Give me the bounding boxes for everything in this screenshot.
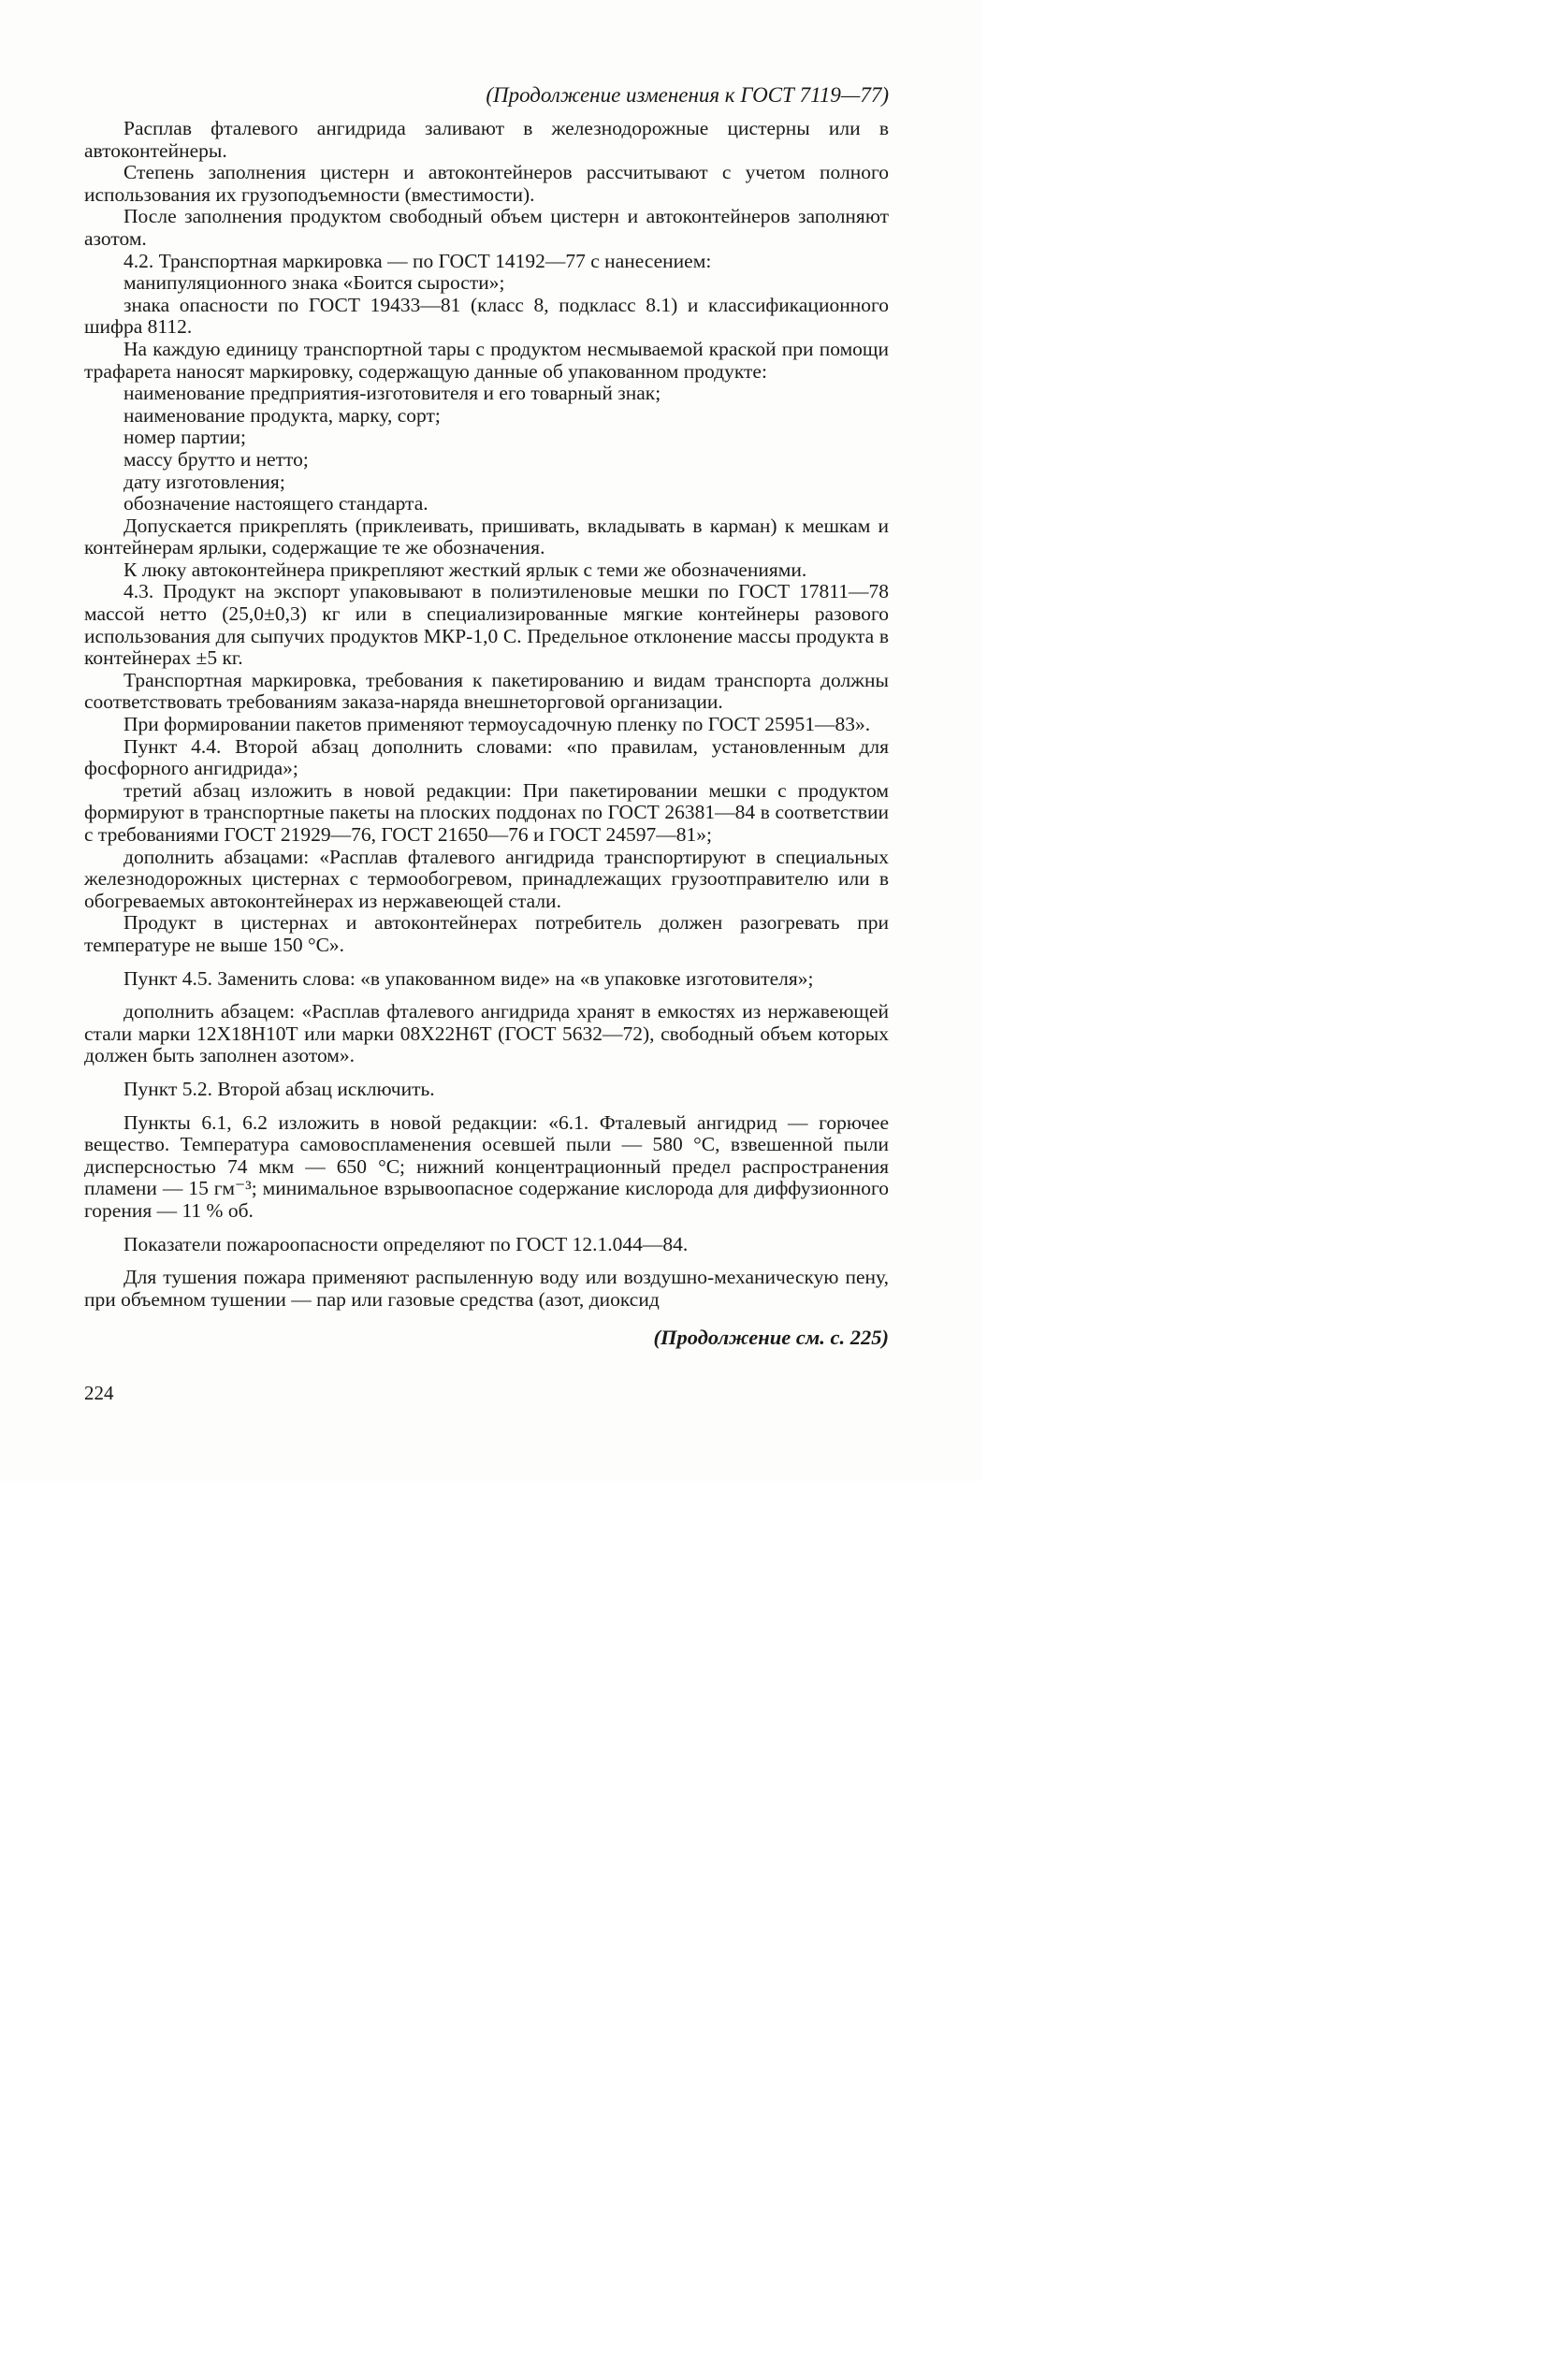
page-header-continuation: (Продолжение изменения к ГОСТ 7119—77) bbox=[486, 83, 889, 107]
list-line: массу брутто и нетто; bbox=[123, 447, 309, 471]
list-line: манипуляционного знака «Боится сырости»; bbox=[123, 271, 505, 295]
paragraph: знака опасности по ГОСТ 19433—81 (класс 8, подкласс 8.1) и классификационного шифра 8112. bbox=[84, 293, 889, 339]
paragraph: 4.3. Продукт на экспорт упаковывают в полиэтиленовые мешки по ГОСТ 17811—78 массой нетто (25,0±0,3) кг или в специализированные мягкие контейнеры разового использования для сыпучих продуктов МКР-1,0 С. Предельное отклонение массы продукта в контейнерах ±5 кг. bbox=[84, 580, 889, 670]
paragraph: Показатели пожароопасности определяют по ГОСТ 12.1.044—84. bbox=[123, 1232, 689, 1255]
list-line: дату изготовления; bbox=[123, 470, 285, 493]
paragraph: Пункт 5.2. Второй абзац исключить. bbox=[123, 1077, 435, 1100]
list-line: обозначение настоящего стандарта. bbox=[123, 492, 428, 515]
footer-continuation-note: (Продолжение см. с. 225) bbox=[653, 1326, 889, 1349]
paragraph: После заполнения продуктом свободный объем цистерн и автоконтейнеров заполняют азотом. bbox=[84, 205, 889, 250]
paragraph: Для тушения пожара применяют распыленную воду или воздушно-механическую пену, при объемном тушении — пар или газовые средства (азот, диоксид bbox=[84, 1266, 889, 1311]
paragraph: Транспортная маркировка, требования к пакетированию и видам транспорта должны соответствовать требованиям заказа-наряда внешнеторговой организации. bbox=[84, 668, 889, 714]
paragraph: К люку автоконтейнера прикрепляют жесткий ярлык с теми же обозначениями. bbox=[123, 558, 807, 581]
paragraph: Пункт 4.5. Заменить слова: «в упакованном виде» на «в упаковке изготовителя»; bbox=[123, 966, 814, 990]
paragraph: дополнить абзацем: «Расплав фталевого ангидрида хранят в емкостях из нержавеющей стали марки 12Х18Н10Т или марки 08Х22Н6Т (ГОСТ 5632—72), свободный объем которых должен быть заполнен азотом». bbox=[84, 1000, 889, 1067]
paragraph: Расплав фталевого ангидрида заливают в железнодорожные цистерны или в автоконтейнеры. bbox=[84, 117, 889, 162]
document-page bbox=[0, 0, 982, 1481]
document-body bbox=[84, 118, 889, 1311]
list-line: наименование предприятия-изготовителя и его товарный знак; bbox=[123, 382, 661, 405]
paragraph: Пункты 6.1, 6.2 изложить в новой редакции: «6.1. Фталевый ангидрид — горючее вещество. Температура самовоспламенения осевшей пыли — 580 °С, взвешенной пыли дисперсностью 74 мкм — 650 °С; нижний концентрационный предел распространения пламени — 15 гм⁻³; минимальное взрывоопасное содержание кислорода для диффузионного горения — 11 % об. bbox=[84, 1110, 889, 1222]
page-number: 224 bbox=[84, 1382, 114, 1404]
paragraph: При формировании пакетов применяют термоусадочную пленку по ГОСТ 25951—83». bbox=[123, 713, 871, 736]
paragraph: третий абзац изложить в новой редакции: При пакетировании мешки с продуктом формируют в транспортные пакеты на плоских поддонах по ГОСТ 26381—84 в соответствии с требованиями ГОСТ 21929—76, ГОСТ 21650—76 и ГОСТ 24597—81»; bbox=[84, 778, 889, 846]
list-line: наименование продукта, марку, сорт; bbox=[123, 403, 441, 427]
paragraph: Допускается прикреплять (приклеивать, пришивать, вкладывать в карман) к мешкам и контейнерам ярлыки, содержащие те же обозначения. bbox=[84, 514, 889, 559]
paragraph: Пункт 4.4. Второй абзац дополнить словами: «по правилам, установленным для фосфорного ангидрида»; bbox=[84, 734, 889, 780]
list-line: номер партии; bbox=[123, 426, 247, 449]
paragraph: На каждую единицу транспортной тары с продуктом несмываемой краской при помощи трафарета наносят маркировку, содержащую данные об упакованном продукте: bbox=[84, 337, 889, 383]
paragraph: дополнить абзацами: «Расплав фталевого ангидрида транспортируют в специальных железнодорожных цистернах с термообогревом, принадлежащих грузоотправителю или в обогреваемых автоконтейнерах из нержавеющей стали. bbox=[84, 845, 889, 912]
paragraph: Продукт в цистернах и автоконтейнерах потребитель должен разогревать при температуре не выше 150 °С». bbox=[84, 911, 889, 956]
paragraph: 4.2. Транспортная маркировка — по ГОСТ 14192—77 с нанесением: bbox=[123, 249, 712, 272]
paragraph: Степень заполнения цистерн и автоконтейнеров рассчитывают с учетом полного использования их грузоподъемности (вместимости). bbox=[84, 161, 889, 206]
